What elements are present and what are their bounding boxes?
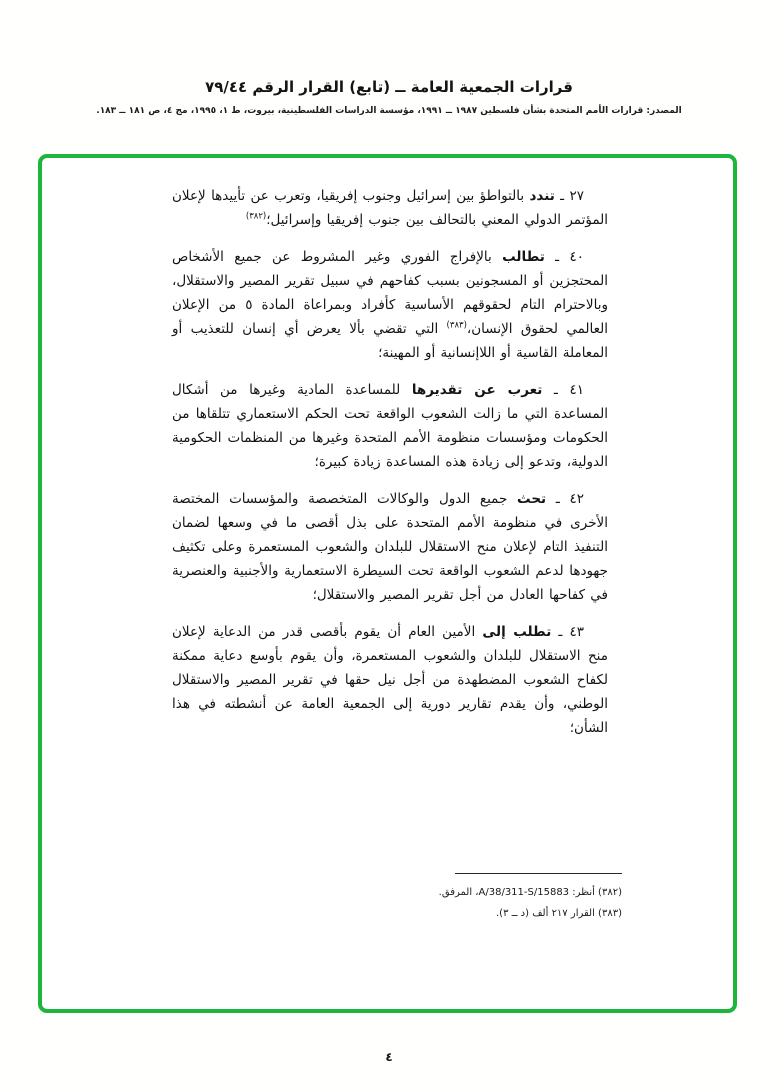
paragraph-text: بالإفراج الفوري وغير المشروط عن جميع الأشخاص المحتجزين أو المسجونين بسبب كفاحهم في سبيل تقرير المصير والاستقلال، وبالاحترام التام لحقوقهم الأساسية كأفراد وبمراعاة المادة ٥ من الإعلان العالمي لحقوق الإنسان، bbox=[172, 249, 608, 337]
resolution-paragraph bbox=[172, 378, 608, 474]
resolution-paragraph bbox=[172, 184, 608, 232]
page-header bbox=[0, 78, 778, 116]
page-number: ٤ bbox=[385, 1050, 393, 1064]
page-title: قرارات الجمعية العامة ــ (تابع) القرار الرقم ٧٩/٤٤ bbox=[205, 78, 573, 96]
footnote-382: (٣٨٢) أنظر: A/38/311-S/15883، المرفق. bbox=[438, 887, 622, 898]
operative-verb: تطلب إلى bbox=[482, 624, 552, 640]
resolution-paragraph bbox=[172, 487, 608, 607]
paragraph-text: التي تقضي بألا يعرض أي إنسان للتعذيب أو المعاملة القاسية أو اللاإنسانية أو المهينة؛ bbox=[172, 321, 608, 361]
resolution-paragraph bbox=[172, 245, 608, 365]
footnote-separator bbox=[455, 873, 622, 874]
paragraph-text: الأمين العام أن يقوم بأقصى قدر من الدعاية لإعلان منح الاستقلال للبلدان والشعوب المستعمرة، وأن يقوم بأوسع دعاية ممكنة لكفاح الشعوب المضطهدة من أجل نيل حقها في تقرير المصير والاستقلال الوطني، وأن يقدم تقارير دورية إلى الجمعية العامة عن أنشطته في هذا الشأن؛ bbox=[172, 624, 608, 736]
paragraph-text: ٤٠ ـ bbox=[544, 249, 584, 265]
footnote-383: (٣٨٣) القرار ٢١٧ ألف (د ــ ٣). bbox=[495, 908, 622, 919]
paragraph-text: جميع الدول والوكالات المتخصصة والمؤسسات المختصة الأخرى في منظومة الأمم المتحدة على بذل أقصى ما في وسعها لضمان التنفيذ التام لإعلان منح الاستقلال للبلدان والشعوب المستعمرة وعلى تكثيف جهودها لدعم الشعوب الواقعة تحت السيطرة الاستعمارية والأجنبية والعنصرية في كفاحها العادل من أجل تقرير المصير والاستقلال؛ bbox=[172, 491, 608, 603]
resolution-paragraph bbox=[172, 620, 608, 740]
content-frame bbox=[38, 154, 737, 1013]
footnotes-block bbox=[370, 873, 622, 924]
source-line: المصدر: قرارات الأمم المتحدة بشأن فلسطين ١٩٨٧ ــ ١٩٩١، مؤسسة الدراسات الفلسطينية، بيروت، ط ١، ١٩٩٥، مج ٤، ص ١٨١ ــ ١٨٣. bbox=[96, 106, 682, 116]
operative-verb: تحث bbox=[517, 491, 547, 507]
operative-verb: تندد bbox=[529, 188, 555, 204]
operative-verb: تعرب عن تقديرها bbox=[411, 382, 543, 398]
paragraph-text: ٤٢ ـ bbox=[546, 491, 584, 507]
operative-verb: تطالب bbox=[502, 249, 545, 265]
footnote-reference: (٣٨٣) bbox=[446, 320, 467, 331]
resolution-text bbox=[172, 184, 608, 753]
paragraph-text: ٢٧ ـ bbox=[554, 188, 584, 204]
paragraph-text: للمساعدة المادية وغيرها من أشكال المساعدة التي ما زالت الشعوب الواقعة تحت الحكم الاستعماري تتلقاها من الحكومات ومؤسسات منظومة الأمم المتحدة وغيرها من المنظمات الحكومية الدولية، وتدعو إلى زيادة هذه المساعدة زيادة كبيرة؛ bbox=[172, 382, 608, 470]
footnote-reference: (٣٨٢) bbox=[245, 211, 267, 222]
paragraph-text: ٤٣ ـ bbox=[551, 624, 584, 640]
paragraph-text: بالتواطؤ بين إسرائيل وجنوب إفريقيا، وتعرب عن تأييدها لإعلان المؤتمر الدولي المعني بالتحالف بين جنوب إفريقيا وإسرائيل؛ bbox=[172, 188, 608, 228]
paragraph-text: ٤١ ـ bbox=[542, 382, 584, 398]
